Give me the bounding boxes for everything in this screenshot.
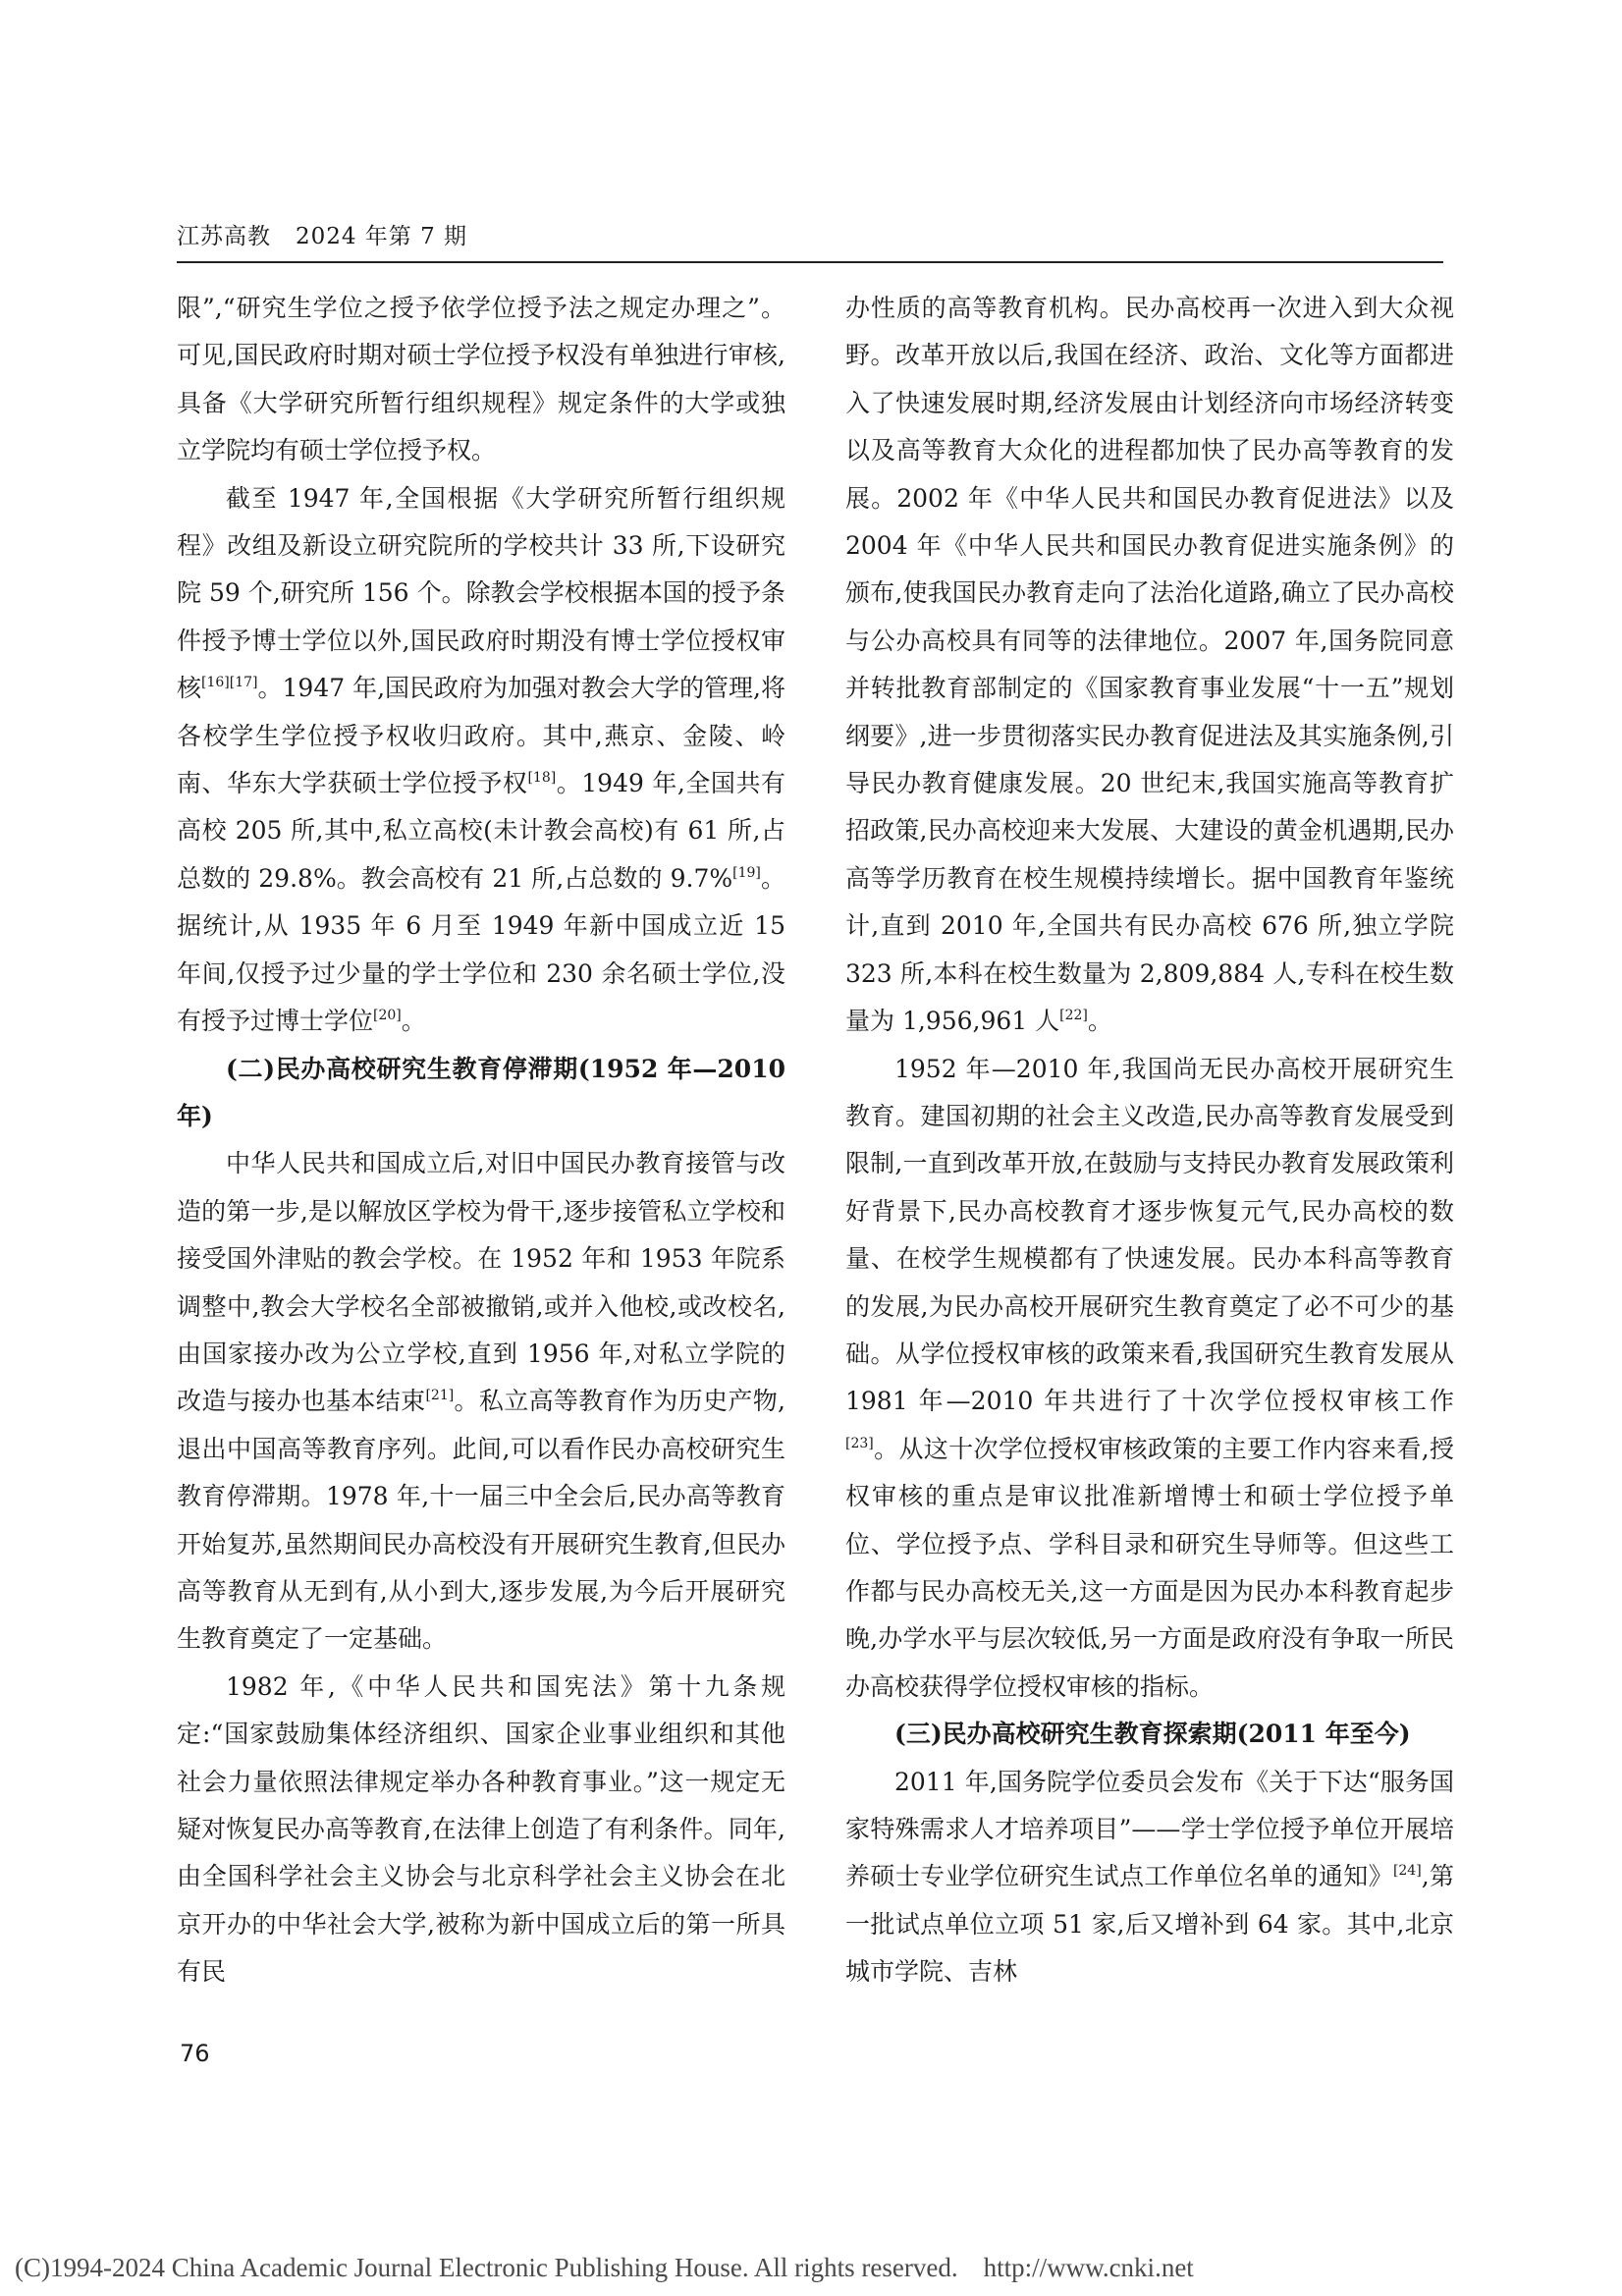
paragraph: 办性质的高等教育机构。民办高校再一次进入到大众视野。改革开放以后,我国在经济、政治、文化等方面都进入了快速发展时期,经济发展由计划经济向市场经济转变以及高等教育大众化的进程都加快了民办高等教育的发展。2002 年《中华人民共和国民办教育促进法》以及 2004 年《中华人民共和国民办教育促进实施条例》的颁布,使我国民办教育走向了法治化道路,确立了民办高校与公办高校具有同等的法律地位。2007 年,国务院同意并转批教育部制定的《国家教育事业发展“十一五”规划纲要》,进一步贯彻落实民办教育促进法及其实施条例,引导民办教育健康发展。20 世纪末,我国实施高等教育扩招政策,民办高校迎来大发展、大建设的黄金机遇期,民办高等学历教育在校生规模持续增长。据中国教育年鉴统计,直到 2010 年,全国共有民办高校 676 所,独立学院 323 所,本科在校生数量为 2,809,884 人,专科在校生数量为 1,956,961 人[22]。	[845, 294, 1454, 1036]
paragraph: 1982 年,《中华人民共和国宪法》第十九条规定:“国家鼓励集体经济组织、国家企业事业组织和其他社会力量依照法律规定举办各种教育事业。”这一规定无疑对恢复民办高等教育,在法律上创造了有利条件。同年,由全国科学社会主义协会与北京科学社会主义协会在北京开办的中华社会大学,被称为新中国成立后的第一所具有民	[177, 1671, 785, 1987]
citation[interactable]: [16][17]	[201, 675, 258, 691]
section-heading: (三)民办高校研究生教育探索期(2011 年至今)	[894, 1720, 1411, 1749]
citation[interactable]: [18]	[527, 770, 557, 787]
paragraph: 中华人民共和国成立后,对旧中国民办教育接管与改造的第一步,是以解放区学校为骨干,逐步接管私立学校和接受国外津贴的教会学校。在 1952 年和 1953 年院系调整中,教会大学校名全部被撤销,或并入他校,或改校名,由国家接办改为公立学校,直到 1956 年,对私立学院的改造与接办也基本结束[21]。私立高等教育作为历史产物,退出中国高等教育序列。此间,可以看作民办高校研究生教育停滞期。1978 年,十一届三中全会后,民办高等教育开始复苏,虽然期间民办高校没有开展研究生教育,但民办高等教育从无到有,从小到大,逐步发展,为今后开展研究生教育奠定了一定基础。	[177, 1149, 785, 1654]
paragraph: 1952 年—2010 年,我国尚无民办高校开展研究生教育。建国初期的社会主义改造,民办高等教育发展受到限制,一直到改革开放,在鼓励与支持民办教育发展政策利好背景下,民办高校教育才逐步恢复元气,民办高校的数量、在校学生规模都有了快速发展。民办本科高等教育的发展,为民办高校开展研究生教育奠定了必不可少的基础。从学位授权审核的政策来看,我国研究生教育发展从 1981 年—2010 年共进行了十次学位授权审核工作[23]。从这十次学位授权审核政策的主要工作内容来看,授权审核的重点是审议批准新增博士和硕士学位授予单位、学位授予点、学科目录和研究生导师等。但这些工作都与民办高校无关,这一方面是因为民办本科教育起步晚,办学水平与层次较低,另一方面是政府没有争取一所民办高校获得学位授权审核的指标。	[845, 1054, 1454, 1701]
running-header	[177, 218, 467, 250]
paragraph: 2011 年,国务院学位委员会发布《关于下达“服务国家特殊需求人才培养项目”——学士学位授予单位开展培养硕士专业学位研究生试点工作单位名单的通知》[24],第一批试点单位立项 51 家,后又增补到 64 家。其中,北京城市学院、吉林	[845, 1767, 1454, 1987]
citation[interactable]: [22]	[1059, 1008, 1088, 1024]
citation[interactable]: [24]	[1392, 1863, 1422, 1880]
cnki-link[interactable]: http://www.cnki.net	[983, 2253, 1194, 2282]
right-column	[845, 285, 1454, 1996]
issue-label: 2024 年第 7 期	[295, 224, 468, 249]
section-heading: (二)民办高校研究生教育停滞期(1952 年—2010 年)	[177, 1054, 785, 1130]
paragraph: 截至 1947 年,全国根据《大学研究所暂行组织规程》改组及新设立研究院所的学校共计 33 所,下设研究院 59 个,研究所 156 个。除教会学校根据本国的授予条件授予博士学位以外,国民政府时期没有博士学位授权审核[16][17]。1947 年,国民政府为加强对教会大学的管理,将各校学生学位授予权收归政府。其中,燕京、金陵、岭南、华东大学获硕士学位授予权[18]。1949 年,全国共有高校 205 所,其中,私立高校(未计教会高校)有 61 所,占总数的 29.8%。教会高校有 21 所,占总数的 9.7%[19]。据统计,从 1935 年 6 月至 1949 年新中国成立近 15 年间,仅授予过少量的学士学位和 230 余名硕士学位,没有授予过博士学位[20]。	[177, 483, 785, 1036]
journal-name: 江苏高教	[177, 224, 271, 249]
citation[interactable]: [20]	[373, 1008, 402, 1024]
left-column	[177, 285, 785, 1996]
citation[interactable]: [23]	[845, 1435, 874, 1451]
paragraph: 限”,“研究生学位之授予依学位授予法之规定办理之”。可见,国民政府时期对硕士学位授予权没有单独进行审核,具备《大学研究所暂行组织规程》规定条件的大学或独立学院均有硕士学位授予权。	[177, 294, 785, 465]
page-number: 76	[180, 2040, 210, 2067]
copyright-footer	[15, 2253, 1194, 2283]
copyright-text: (C)1994-2024 China Academic Journal Electronic Publishing House. All rights reserved.	[15, 2253, 958, 2282]
citation[interactable]: [21]	[425, 1388, 455, 1404]
citation[interactable]: [19]	[732, 864, 761, 881]
header-rule	[177, 261, 1443, 263]
